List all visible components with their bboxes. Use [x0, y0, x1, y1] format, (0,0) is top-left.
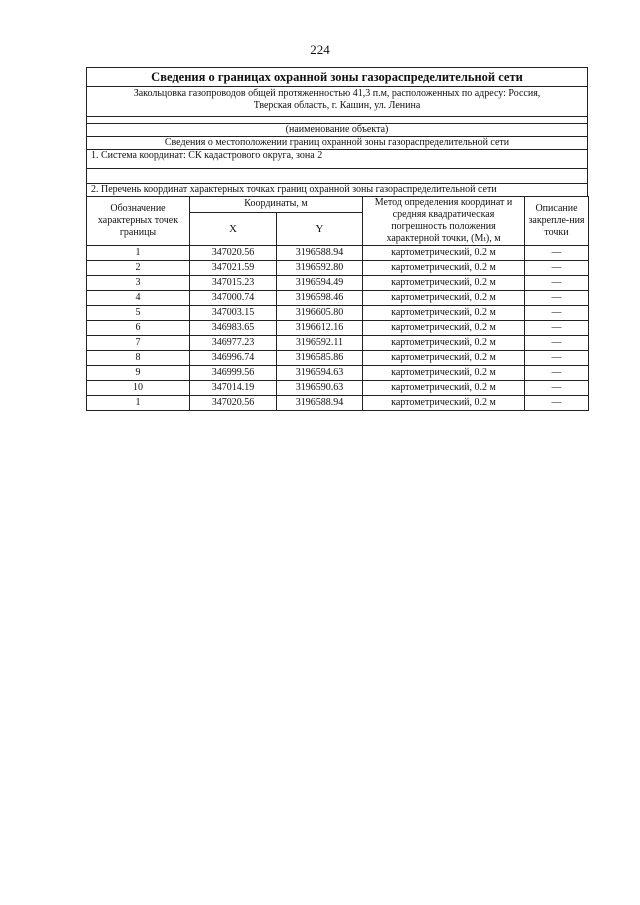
- cell-method: картометрический, 0.2 м: [363, 276, 525, 291]
- cell-x: 347020.56: [190, 396, 277, 411]
- points-list-title: 2. Перечень координат характерных точках границ охранной зоны газораспределительной сети: [87, 184, 588, 197]
- table-row: [87, 336, 589, 351]
- cell-method: картометрический, 0.2 м: [363, 246, 525, 261]
- table-row: [87, 351, 589, 366]
- cell-y: 3196588.94: [277, 396, 363, 411]
- table-row: [87, 366, 589, 381]
- cell-description: [525, 276, 589, 291]
- dash-mark: —: [551, 322, 562, 333]
- cell-y: 3196594.49: [277, 276, 363, 291]
- cell-x: 347003.15: [190, 306, 277, 321]
- coordinates-body: [87, 246, 589, 411]
- cell-method: картометрический, 0.2 м: [363, 306, 525, 321]
- cell-description: [525, 381, 589, 396]
- cell-point: 10: [87, 381, 190, 396]
- cell-point: 9: [87, 366, 190, 381]
- cell-x: 347015.23: [190, 276, 277, 291]
- dash-mark: —: [551, 367, 562, 378]
- cell-y: 3196605.80: [277, 306, 363, 321]
- cell-description: [525, 351, 589, 366]
- dash-mark: —: [551, 307, 562, 318]
- header-description: Описание закрепле-ния точки: [525, 197, 589, 246]
- cell-method: картометрический, 0.2 м: [363, 291, 525, 306]
- cell-method: картометрический, 0.2 м: [363, 351, 525, 366]
- cell-x: 346999.56: [190, 366, 277, 381]
- dash-mark: —: [551, 277, 562, 288]
- cell-point: 5: [87, 306, 190, 321]
- cell-method: картометрический, 0.2 м: [363, 261, 525, 276]
- cell-point: 1: [87, 246, 190, 261]
- header-method: Метод определения координат и средняя квадратическая погрешность положения характерной точки, (Mₜ), м: [363, 197, 525, 246]
- cell-x: 347014.19: [190, 381, 277, 396]
- cell-y: 3196598.46: [277, 291, 363, 306]
- cell-x: 346983.65: [190, 321, 277, 336]
- page-number: 224: [310, 42, 330, 57]
- coordinates-table: [86, 196, 589, 411]
- dash-mark: —: [551, 247, 562, 258]
- cell-y: 3196585.86: [277, 351, 363, 366]
- header-y: Y: [277, 212, 363, 245]
- cell-point: 6: [87, 321, 190, 336]
- cell-point: 2: [87, 261, 190, 276]
- cell-y: 3196588.94: [277, 246, 363, 261]
- table-row: [87, 306, 589, 321]
- cell-point: 7: [87, 336, 190, 351]
- object-name-line2: Тверская область, г. Кашин, ул. Ленина: [253, 100, 421, 111]
- cell-x: 346977.23: [190, 336, 277, 351]
- table-row: [87, 321, 589, 336]
- cell-point: 4: [87, 291, 190, 306]
- dash-mark: —: [551, 397, 562, 408]
- cell-method: картометрический, 0.2 м: [363, 381, 525, 396]
- header-point: Обозначение характерных точек границы: [87, 197, 190, 246]
- cell-y: 3196592.11: [277, 336, 363, 351]
- table-row: [87, 291, 589, 306]
- object-name-line1: Закольцовка газопроводов общей протяженностью 41,3 п.м, расположенных по адресу: Россия,: [133, 88, 541, 99]
- cell-y: 3196612.16: [277, 321, 363, 336]
- dash-mark: —: [551, 337, 562, 348]
- cell-description: [525, 366, 589, 381]
- cell-description: [525, 291, 589, 306]
- section-subtitle: Сведения о местоположении границ охранной зоны газораспределительной сети: [87, 137, 588, 150]
- cell-x: 347000.74: [190, 291, 277, 306]
- table-row: [87, 381, 589, 396]
- spacer-row: [87, 169, 588, 184]
- dash-mark: —: [551, 382, 562, 393]
- header-x: X: [190, 212, 277, 245]
- cell-y: 3196590.63: [277, 381, 363, 396]
- cell-point: 3: [87, 276, 190, 291]
- header-coordinates: Координаты, м: [190, 197, 363, 213]
- dash-mark: —: [551, 352, 562, 363]
- table-row: [87, 261, 589, 276]
- info-table: [86, 67, 588, 197]
- dash-mark: —: [551, 292, 562, 303]
- cell-y: 3196592.80: [277, 261, 363, 276]
- cell-x: 347021.59: [190, 261, 277, 276]
- table-row: [87, 276, 589, 291]
- cell-description: [525, 261, 589, 276]
- object-name: [87, 87, 588, 117]
- object-caption: (наименование объекта): [87, 124, 588, 137]
- cell-point: 1: [87, 396, 190, 411]
- cell-y: 3196594.63: [277, 366, 363, 381]
- cell-method: картометрический, 0.2 м: [363, 321, 525, 336]
- cell-method: картометрический, 0.2 м: [363, 396, 525, 411]
- table-row: [87, 246, 589, 261]
- boundary-sheet: [86, 67, 588, 411]
- spacer-row: [87, 117, 588, 124]
- cell-x: 347020.56: [190, 246, 277, 261]
- cell-method: картометрический, 0.2 м: [363, 366, 525, 381]
- table-row: [87, 396, 589, 411]
- coordinate-system: 1. Система координат: СК кадастрового округа, зона 2: [87, 150, 588, 169]
- cell-method: картометрический, 0.2 м: [363, 336, 525, 351]
- cell-description: [525, 246, 589, 261]
- dash-mark: —: [551, 262, 562, 273]
- document-title: Сведения о границах охранной зоны газораспределительной сети: [87, 68, 588, 87]
- cell-description: [525, 306, 589, 321]
- cell-description: [525, 396, 589, 411]
- cell-description: [525, 336, 589, 351]
- cell-description: [525, 321, 589, 336]
- cell-point: 8: [87, 351, 190, 366]
- cell-x: 346996.74: [190, 351, 277, 366]
